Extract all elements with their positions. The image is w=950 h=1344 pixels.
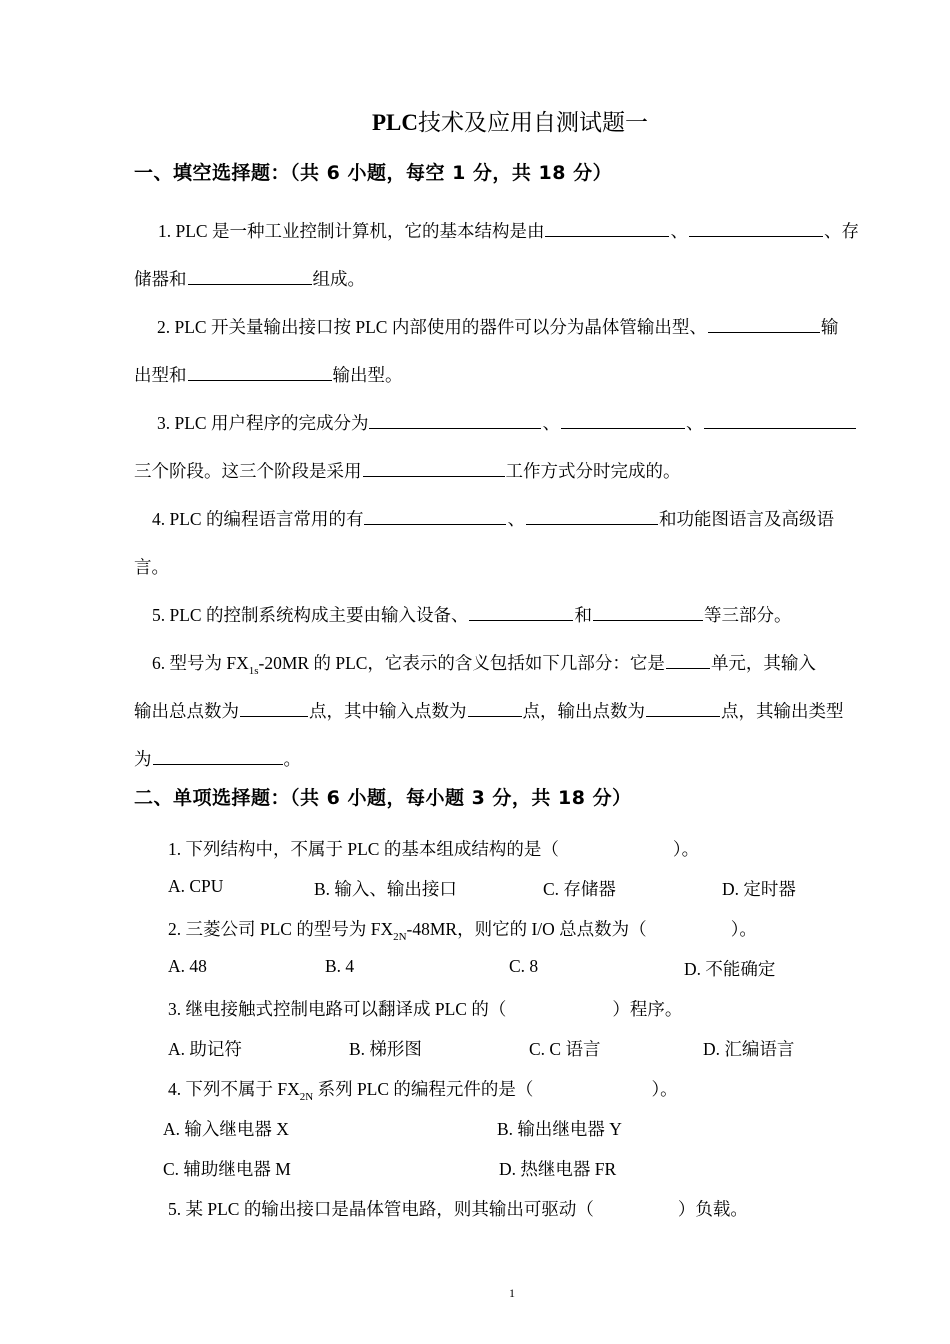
s2-q4-option-c: C. 辅助继电器 M [163, 1159, 291, 1179]
s1-question-3-line-1: 3. PLC 用户程序的完成分为 、 、 [157, 410, 857, 435]
s2-q2-option-d: D. 不能确定 [684, 959, 776, 979]
s1-question-2-line-1: 2. PLC 开关量输出接口按 PLC 内部使用的器件可以分为晶体管输出型、 输 [157, 317, 839, 337]
s1-question-1-line-1: 1. PLC 是一种工业控制计算机，它的基本结构是由 、 、存 [158, 221, 859, 241]
s2-q1-option-c: C. 存储器 [543, 879, 616, 899]
s1-question-6-line-2: 输出总点数为 点，其中输入点数为 点，输出点数为 点，其输出类型 [134, 701, 844, 721]
s1-question-3-line-2: 三个阶段。这三个阶段是采用 工作方式分时完成的。 [134, 461, 681, 481]
s1-question-6-line-3: 为 。 [134, 749, 301, 769]
s1-question-2-line-2: 出型和 输出型。 [134, 365, 403, 385]
section-1-heading: 一、填空选择题：（共 6 小题，每空 1 分，共 18 分） [134, 162, 613, 184]
s2-q3-option-b: B. 梯形图 [349, 1039, 422, 1059]
s2-q2-option-c: C. 8 [509, 956, 539, 976]
s2-question-1-stem: 1. 下列结构中，不属于 PLC 的基本组成结构的是（ ）。 [168, 839, 700, 859]
s2-question-5-stem: 5. 某 PLC 的输出接口是晶体管电路，则其输出可驱动（ ）负载。 [168, 1199, 748, 1219]
page-title: PLC技术及应用自测试题一 [372, 110, 648, 135]
s2-q4-option-b: B. 输出继电器 Y [497, 1119, 622, 1139]
s2-q3-option-d: D. 汇编语言 [703, 1039, 795, 1059]
s2-q2-option-b: B. 4 [325, 956, 355, 976]
s2-q3-option-a: A. 助记符 [168, 1039, 242, 1059]
s1-question-1-line-2: 储器和 组成。 [134, 269, 365, 289]
s2-q1-option-d: D. 定时器 [722, 879, 796, 899]
s2-q2-option-a: A. 48 [168, 956, 207, 976]
s2-question-4-stem: 4. 下列不属于 $FX_{2N}$ 系列 PLC 的编程元件的是（ ）。 [168, 1079, 678, 1103]
page-number: 1 [509, 1286, 515, 1300]
s2-q4-option-a: A. 输入继电器 X [163, 1119, 289, 1139]
s1-question-6-line-1: 6. 型号为 $FX_{1s}-20MR$ 的 PLC，它表示的含义包括如下几部分：它是 单元，其输入 [152, 653, 816, 677]
s2-question-3-stem: 3. 继电接触式控制电路可以翻译成 PLC 的（ ）程序。 [168, 999, 683, 1019]
s1-question-4-line-2: 言。 [134, 557, 169, 577]
s1-question-5: 5. PLC 的控制系统构成主要由输入设备、 和 等三部分。 [152, 605, 792, 625]
s2-q4-option-d: D. 热继电器 FR [499, 1159, 617, 1179]
s2-q3-option-c: C. C 语言 [529, 1039, 601, 1059]
s2-q1-option-b: B. 输入、输出接口 [314, 879, 457, 899]
s2-q1-option-a: A. CPU [168, 876, 224, 896]
section-2-heading: 二、单项选择题：（共 6 小题，每小题 3 分，共 18 分） [134, 787, 632, 809]
s2-question-2-stem: 2. 三菱公司 PLC 的型号为 $FX_{2N}-48MR$，则它的 I/O 总点数为（ ）。 [168, 919, 757, 943]
s1-question-4-line-1: 4. PLC 的编程语言常用的有 、 和功能图语言及高级语 [152, 509, 834, 529]
